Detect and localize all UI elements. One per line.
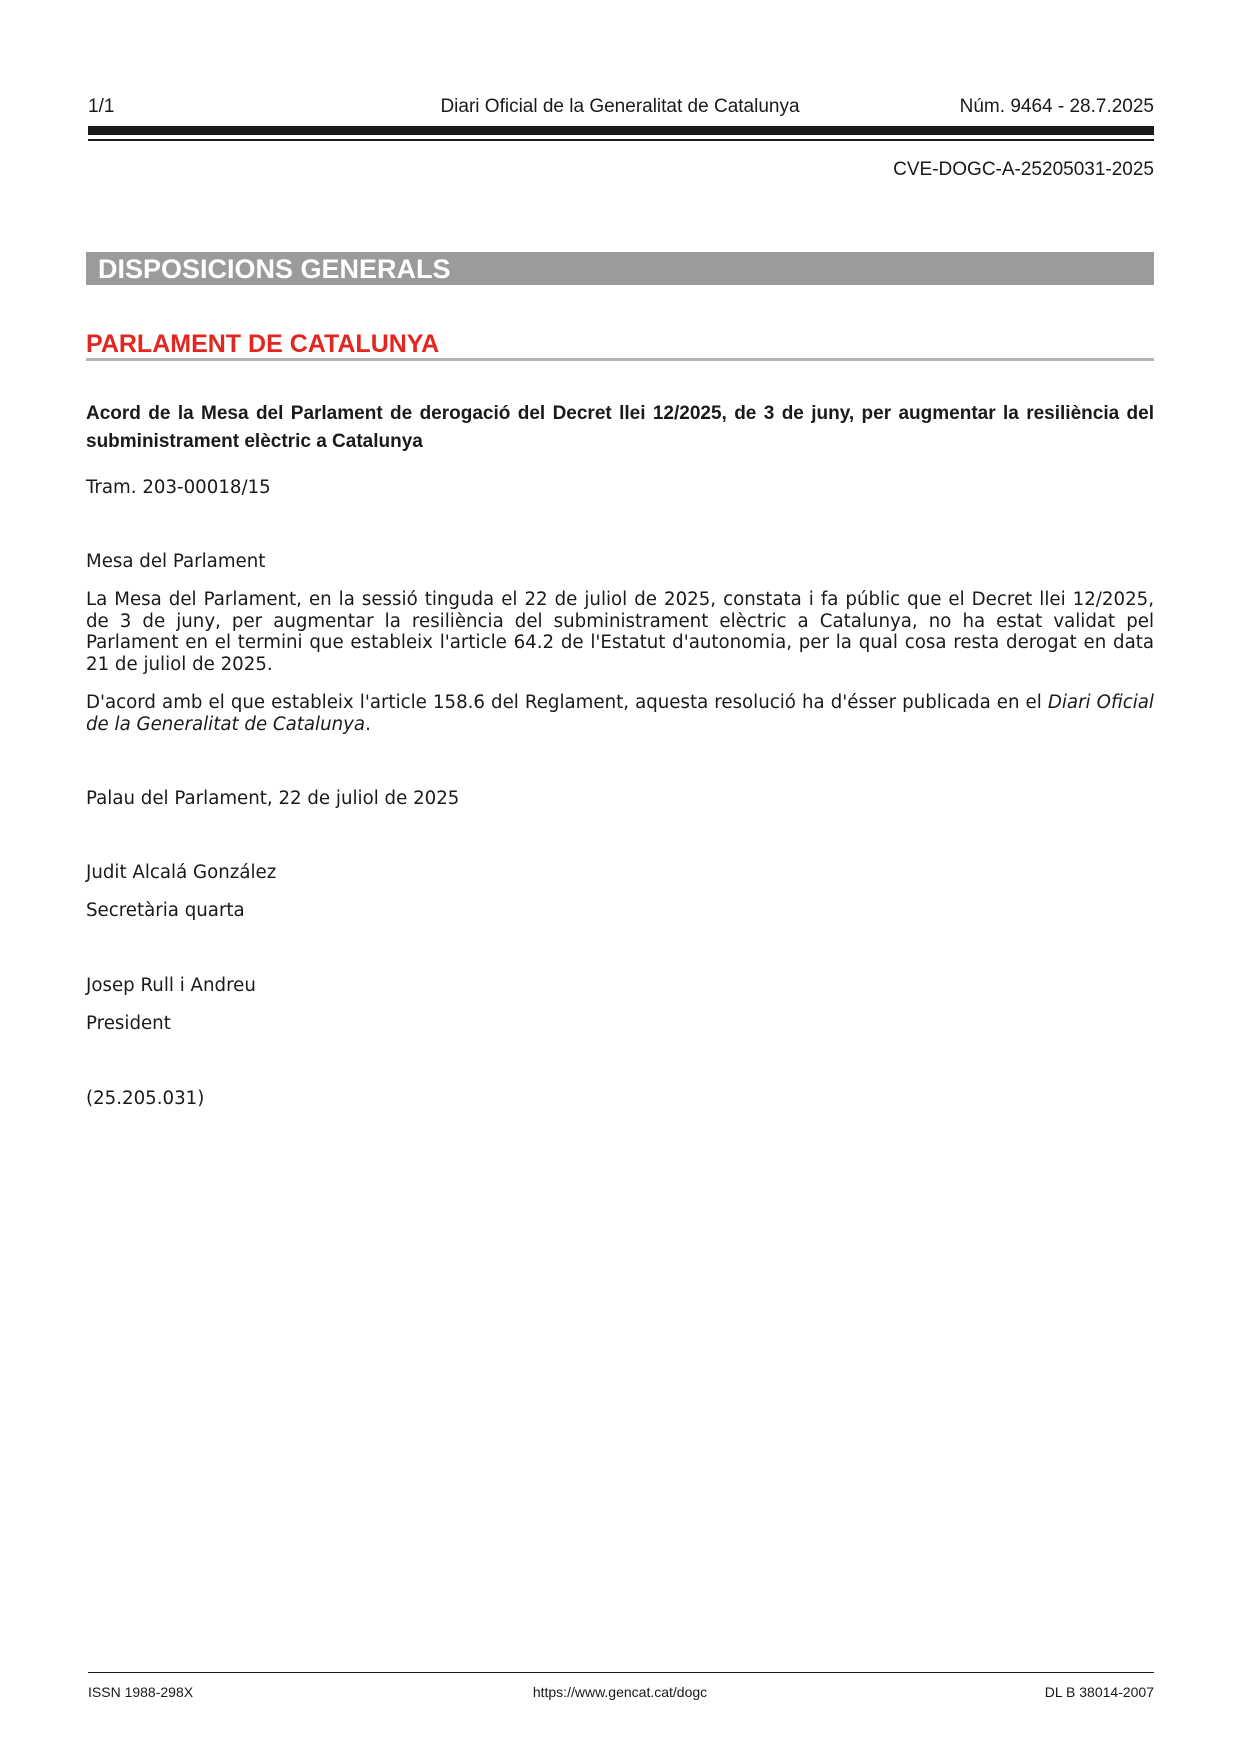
document-reference: (25.205.031) [86, 1088, 205, 1109]
tram-reference: Tram. 203-00018/15 [86, 477, 271, 498]
paragraph-2-journal-italic: Diari Oficial de la Generalitat de Catalunya [86, 692, 1154, 735]
section-banner [86, 252, 1154, 285]
cve-code: CVE-DOGC-A-25205031-2025 [893, 159, 1154, 180]
paragraph-2-text: D'acord amb el que estableix l'article 158.6 del Reglament, aquesta resolució ha d'ésser publicada en el [86, 692, 1048, 713]
signatory-role: President [86, 1013, 171, 1034]
organization-title: PARLAMENT DE CATALUNYA [86, 330, 440, 358]
page-number: 1/1 [88, 96, 115, 117]
body-heading: Mesa del Parlament [86, 551, 266, 572]
signatory-role: Secretària quarta [86, 900, 245, 921]
paragraph-2 [86, 692, 1154, 735]
journal-name: Diari Oficial de la Generalitat de Catalunya [440, 96, 800, 117]
issue-number-date: Núm. 9464 - 28.7.2025 [959, 96, 1154, 117]
paragraph-2-end: . [365, 713, 371, 735]
signatory-name: Josep Rull i Andreu [86, 975, 256, 996]
document-title: Acord de la Mesa del Parlament de derogació del Decret llei 12/2025, de 3 de juny, per augmentar la resiliència del subministrament elèctric a Catalunya [86, 403, 1154, 452]
footer-rule [88, 1672, 1154, 1673]
legal-deposit: DL B 38014-2007 [1044, 1684, 1154, 1700]
issn: ISSN 1988-298X [88, 1684, 194, 1700]
header-rule-thin [88, 139, 1154, 141]
section-title: DISPOSICIONS GENERALS [98, 254, 451, 284]
place-date: Palau del Parlament, 22 de juliol de 2025 [86, 788, 460, 809]
organization-rule [86, 358, 1154, 361]
signatory-name: Judit Alcalá González [86, 862, 277, 883]
footer-url-link[interactable]: https://www.gencat.cat/dogc [532, 1684, 708, 1700]
paragraph-1: La Mesa del Parlament, en la sessió tinguda el 22 de juliol de 2025, constata i fa públic que el Decret llei 12/2025, de 3 de juny, per augmentar la resiliència del subministrament elèctric a Catalunya, no ha estat validat pel Parlament en el termini que estableix l'article 64.2 de l'Estatut d'autonomia, per la qual cosa resta derogat en data 21 de juliol de 2025. [86, 589, 1154, 675]
header-rule-thick [88, 126, 1154, 135]
